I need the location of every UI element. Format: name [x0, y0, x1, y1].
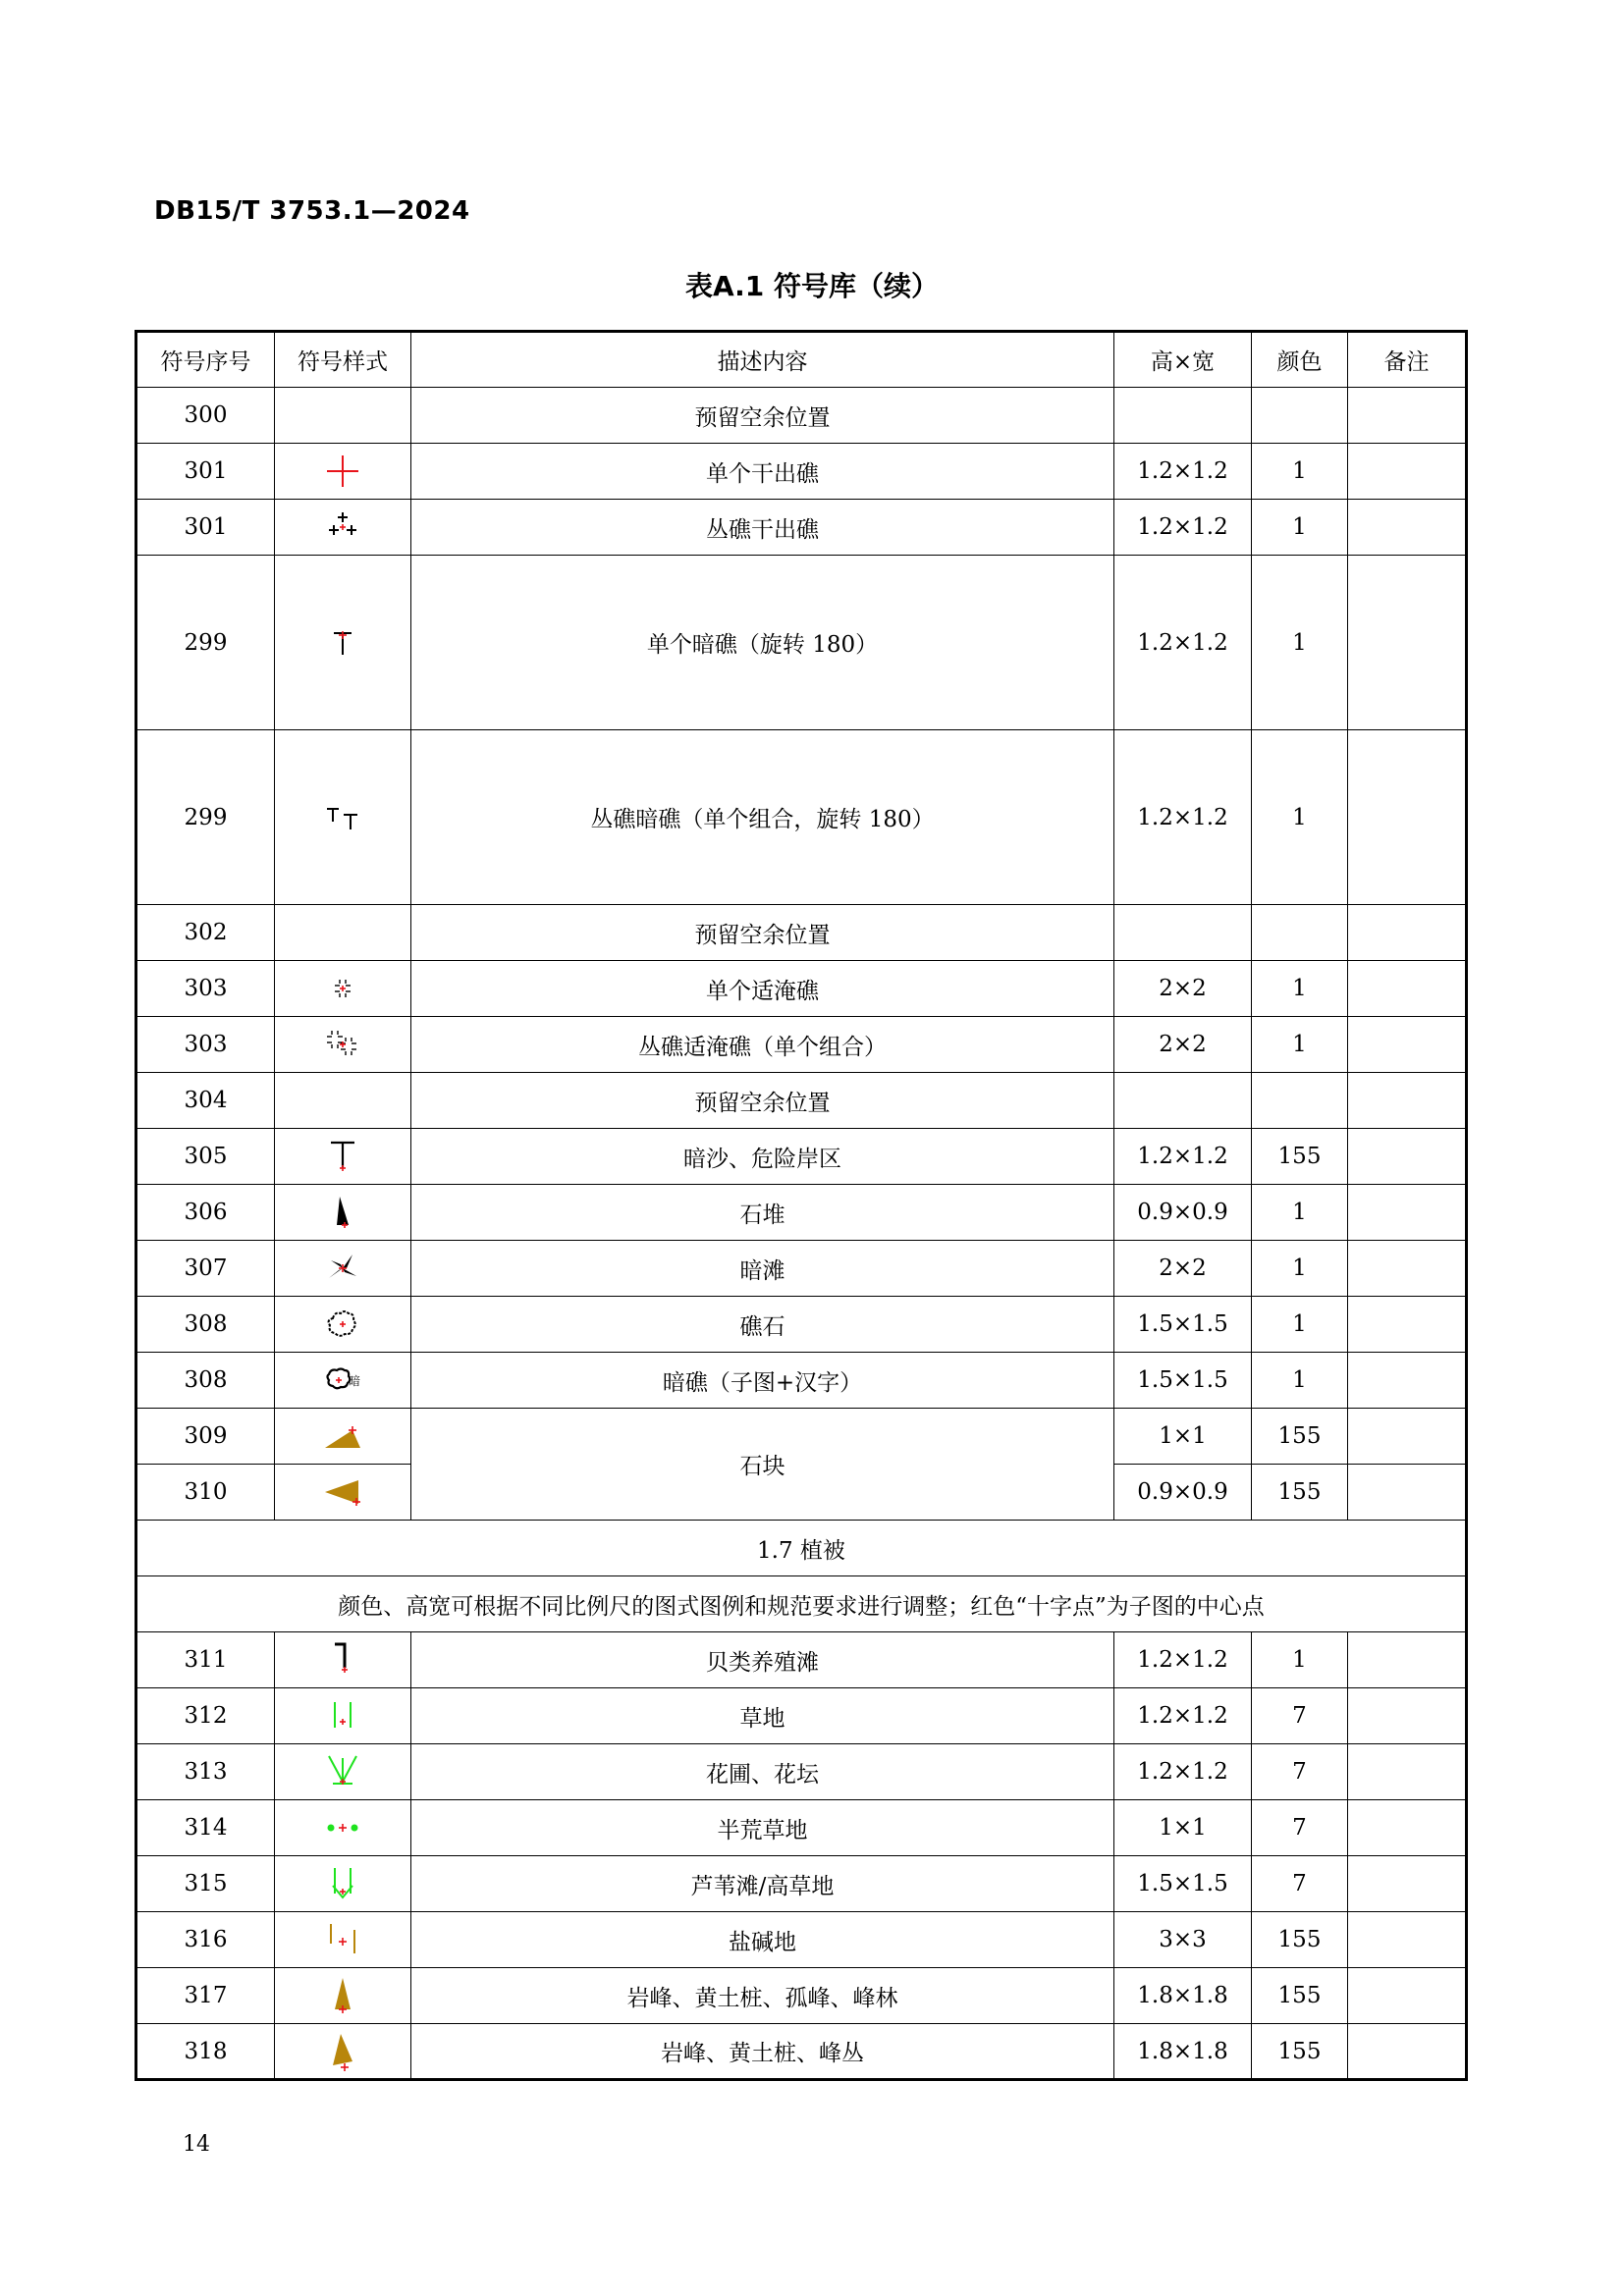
description-cell: 暗滩 — [411, 1241, 1114, 1297]
symbol-style-cell — [275, 1968, 411, 2024]
note-cell — [1348, 961, 1467, 1017]
symbol-style-cell — [275, 388, 411, 444]
description-cell: 丛礁暗礁（单个组合，旋转 180） — [411, 730, 1114, 905]
double-t-mark-icon — [275, 798, 410, 837]
double-hash-cross-icon — [275, 1025, 410, 1064]
size-cell: 1.2×1.2 — [1114, 1688, 1252, 1744]
description-cell: 暗沙、危险岸区 — [411, 1129, 1114, 1185]
section-note-row — [136, 1576, 1467, 1632]
note-cell — [1348, 1409, 1467, 1465]
symbol-number-cell: 308 — [136, 1297, 275, 1353]
description-cell: 石堆 — [411, 1185, 1114, 1241]
page-number: 14 — [183, 2132, 210, 2157]
symbol-number-cell: 309 — [136, 1409, 275, 1465]
description-cell: 预留空余位置 — [411, 1073, 1114, 1129]
rock-peak-icon — [275, 1976, 410, 2015]
note-cell — [1348, 1912, 1467, 1968]
description-cell: 草地 — [411, 1688, 1114, 1744]
color-cell: 1 — [1252, 556, 1348, 730]
shellfish-icon — [275, 1640, 410, 1680]
table-row — [136, 2024, 1467, 2080]
stone-block-up-icon — [275, 1416, 410, 1456]
color-cell: 155 — [1252, 2024, 1348, 2080]
table-row — [136, 1688, 1467, 1744]
note-cell — [1348, 1632, 1467, 1688]
symbol-number-cell: 305 — [136, 1129, 275, 1185]
description-cell: 单个适淹礁 — [411, 961, 1114, 1017]
symbol-number-cell: 303 — [136, 1017, 275, 1073]
symbol-number-cell: 299 — [136, 556, 275, 730]
color-cell: 1 — [1252, 1353, 1348, 1409]
size-cell: 1.5×1.5 — [1114, 1856, 1252, 1912]
size-cell: 1.5×1.5 — [1114, 1297, 1252, 1353]
note-cell — [1348, 556, 1467, 730]
symbol-style-cell — [275, 2024, 411, 2080]
symbol-style-cell — [275, 1129, 411, 1185]
color-cell: 1 — [1252, 1185, 1348, 1241]
symbol-style-cell — [275, 1856, 411, 1912]
description-cell: 丛礁干出礁 — [411, 500, 1114, 556]
size-cell: 1×1 — [1114, 1409, 1252, 1465]
table-row — [136, 1912, 1467, 1968]
section-note-cell: 颜色、高宽可根据不同比例尺的图式图例和规范要求进行调整；红色“十字点”为子图的中心点 — [136, 1576, 1467, 1632]
symbol-number-cell: 301 — [136, 444, 275, 500]
note-cell — [1348, 1968, 1467, 2024]
symbol-style-cell — [275, 961, 411, 1017]
col-header-no: 符号序号 — [136, 332, 275, 388]
symbol-number-cell: 301 — [136, 500, 275, 556]
symbol-number-cell: 315 — [136, 1856, 275, 1912]
size-cell: 1.5×1.5 — [1114, 1353, 1252, 1409]
note-cell — [1348, 500, 1467, 556]
table-row — [136, 500, 1467, 556]
size-cell: 1×1 — [1114, 1800, 1252, 1856]
note-cell — [1348, 1185, 1467, 1241]
size-cell: 1.2×1.2 — [1114, 500, 1252, 556]
size-cell: 1.8×1.8 — [1114, 1968, 1252, 2024]
description-cell: 单个暗礁（旋转 180） — [411, 556, 1114, 730]
size-cell: 2×2 — [1114, 961, 1252, 1017]
size-cell: 3×3 — [1114, 1912, 1252, 1968]
size-cell: 1.2×1.2 — [1114, 1744, 1252, 1800]
symbol-style-cell — [275, 1744, 411, 1800]
symbol-number-cell: 310 — [136, 1465, 275, 1521]
document-id: DB15/T 3753.1—2024 — [154, 196, 470, 226]
symbol-number-cell: 311 — [136, 1632, 275, 1688]
table-row — [136, 1129, 1467, 1185]
symbol-style-cell — [275, 1912, 411, 1968]
size-cell: 2×2 — [1114, 1241, 1252, 1297]
color-cell: 1 — [1252, 500, 1348, 556]
table-row — [136, 1632, 1467, 1688]
description-cell: 半荒草地 — [411, 1800, 1114, 1856]
symbol-number-cell: 314 — [136, 1800, 275, 1856]
color-cell: 155 — [1252, 1129, 1348, 1185]
color-cell: 1 — [1252, 1632, 1348, 1688]
reef-rock-text-icon — [275, 1361, 410, 1400]
symbol-style-cell — [275, 1185, 411, 1241]
note-cell — [1348, 1465, 1467, 1521]
symbol-style-cell — [275, 556, 411, 730]
symbol-number-cell: 304 — [136, 1073, 275, 1129]
color-cell: 7 — [1252, 1688, 1348, 1744]
note-cell — [1348, 1800, 1467, 1856]
reef-rock-icon — [275, 1305, 410, 1344]
size-cell: 1.2×1.2 — [1114, 1632, 1252, 1688]
size-cell: 1.2×1.2 — [1114, 444, 1252, 500]
description-cell: 贝类养殖滩 — [411, 1632, 1114, 1688]
saline-land-icon — [275, 1920, 410, 1959]
description-cell: 盐碱地 — [411, 1912, 1114, 1968]
description-cell: 岩峰、黄土桩、孤峰、峰林 — [411, 1968, 1114, 2024]
size-cell: 1.2×1.2 — [1114, 1129, 1252, 1185]
note-cell — [1348, 1353, 1467, 1409]
color-cell — [1252, 388, 1348, 444]
description-cell: 丛礁适淹礁（单个组合） — [411, 1017, 1114, 1073]
symbol-style-cell — [275, 1297, 411, 1353]
note-cell — [1348, 1129, 1467, 1185]
symbol-style-cell — [275, 1800, 411, 1856]
size-cell: 1.8×1.8 — [1114, 2024, 1252, 2080]
symbol-number-cell: 308 — [136, 1353, 275, 1409]
description-cell: 预留空余位置 — [411, 388, 1114, 444]
description-cell: 单个干出礁 — [411, 444, 1114, 500]
description-cell: 预留空余位置 — [411, 905, 1114, 961]
stone-block-left-icon — [275, 1472, 410, 1512]
size-cell — [1114, 388, 1252, 444]
table-row — [136, 961, 1467, 1017]
color-cell: 1 — [1252, 961, 1348, 1017]
table-row — [136, 905, 1467, 961]
table-row — [136, 1241, 1467, 1297]
size-cell: 2×2 — [1114, 1017, 1252, 1073]
size-cell — [1114, 1073, 1252, 1129]
symbol-number-cell: 299 — [136, 730, 275, 905]
table-row — [136, 1744, 1467, 1800]
grassland-icon — [275, 1696, 410, 1735]
note-cell — [1348, 1744, 1467, 1800]
size-cell: 1.2×1.2 — [1114, 730, 1252, 905]
hash-cross-icon — [275, 969, 410, 1008]
color-cell: 7 — [1252, 1800, 1348, 1856]
table-row — [136, 556, 1467, 730]
color-cell: 1 — [1252, 730, 1348, 905]
symbol-style-cell — [275, 1017, 411, 1073]
symbol-style-cell — [275, 1688, 411, 1744]
description-cell: 暗礁（子图+汉字） — [411, 1353, 1114, 1409]
note-cell — [1348, 1017, 1467, 1073]
symbol-number-cell: 307 — [136, 1241, 275, 1297]
symbol-number-cell: 317 — [136, 1968, 275, 2024]
symbol-style-cell — [275, 444, 411, 500]
table-row — [136, 1185, 1467, 1241]
reed-icon — [275, 1864, 410, 1903]
table-row — [136, 1856, 1467, 1912]
t-mark-icon — [275, 623, 410, 663]
table-caption: 表A.1 符号库（续） — [684, 270, 940, 302]
table-row — [136, 1800, 1467, 1856]
semi-wild-grass-icon — [275, 1808, 410, 1847]
note-cell — [1348, 2024, 1467, 2080]
color-cell — [1252, 1073, 1348, 1129]
size-cell — [1114, 905, 1252, 961]
symbol-style-cell — [275, 1353, 411, 1409]
note-cell — [1348, 1073, 1467, 1129]
note-cell — [1348, 1856, 1467, 1912]
color-cell: 1 — [1252, 1017, 1348, 1073]
color-cell: 7 — [1252, 1856, 1348, 1912]
section-title-row — [136, 1521, 1467, 1576]
symbol-number-cell: 316 — [136, 1912, 275, 1968]
symbol-style-cell — [275, 730, 411, 905]
table-row — [136, 1409, 1467, 1465]
col-header-desc: 描述内容 — [411, 332, 1114, 388]
description-cell: 芦苇滩/高草地 — [411, 1856, 1114, 1912]
symbol-number-cell: 303 — [136, 961, 275, 1017]
symbol-style-cell — [275, 500, 411, 556]
symbol-style-cell — [275, 1241, 411, 1297]
note-cell — [1348, 730, 1467, 905]
symbol-table — [135, 330, 1468, 2081]
note-cell — [1348, 444, 1467, 500]
symbol-style-cell — [275, 905, 411, 961]
table-row — [136, 388, 1467, 444]
icon-text: 暗 — [349, 1374, 361, 1388]
color-cell: 155 — [1252, 1912, 1348, 1968]
color-cell: 1 — [1252, 444, 1348, 500]
symbol-style-cell — [275, 1632, 411, 1688]
symbol-style-cell — [275, 1409, 411, 1465]
note-cell — [1348, 905, 1467, 961]
symbol-number-cell: 300 — [136, 388, 275, 444]
cluster-cross-icon — [275, 507, 410, 547]
color-cell: 1 — [1252, 1297, 1348, 1353]
symbol-style-cell — [275, 1073, 411, 1129]
rock-peak-cluster-icon — [275, 2032, 410, 2071]
table-row — [136, 1017, 1467, 1073]
symbol-style-cell — [275, 1465, 411, 1521]
col-header-note: 备注 — [1348, 332, 1467, 388]
flowerbed-icon — [275, 1752, 410, 1791]
symbol-number-cell: 313 — [136, 1744, 275, 1800]
col-header-color: 颜色 — [1252, 332, 1348, 388]
table-header-row — [136, 332, 1467, 388]
symbol-number-cell: 306 — [136, 1185, 275, 1241]
note-cell — [1348, 1241, 1467, 1297]
size-cell: 0.9×0.9 — [1114, 1465, 1252, 1521]
color-cell: 155 — [1252, 1968, 1348, 2024]
table-row — [136, 1073, 1467, 1129]
size-cell: 1.2×1.2 — [1114, 556, 1252, 730]
table-row — [136, 1297, 1467, 1353]
color-cell: 1 — [1252, 1241, 1348, 1297]
description-cell: 花圃、花坛 — [411, 1744, 1114, 1800]
description-cell: 礁石 — [411, 1297, 1114, 1353]
color-cell: 155 — [1252, 1465, 1348, 1521]
table-row — [136, 730, 1467, 905]
color-cell: 7 — [1252, 1744, 1348, 1800]
col-header-size: 高×宽 — [1114, 332, 1252, 388]
color-cell: 155 — [1252, 1409, 1348, 1465]
section-title-cell: 1.7 植被 — [136, 1521, 1467, 1576]
table-row — [136, 1353, 1467, 1409]
symbol-number-cell: 302 — [136, 905, 275, 961]
table-row — [136, 444, 1467, 500]
size-cell: 0.9×0.9 — [1114, 1185, 1252, 1241]
col-header-style: 符号样式 — [275, 332, 411, 388]
dark-sand-t-icon — [275, 1137, 410, 1176]
note-cell — [1348, 388, 1467, 444]
note-cell — [1348, 1688, 1467, 1744]
red-cross-icon — [275, 452, 410, 491]
symbol-number-cell: 318 — [136, 2024, 275, 2080]
note-cell — [1348, 1297, 1467, 1353]
description-cell: 石块 — [411, 1409, 1114, 1521]
color-cell — [1252, 905, 1348, 961]
table-row — [136, 1968, 1467, 2024]
pinwheel-icon — [275, 1249, 410, 1288]
description-cell: 岩峰、黄土桩、峰丛 — [411, 2024, 1114, 2080]
symbol-number-cell: 312 — [136, 1688, 275, 1744]
rock-pile-icon — [275, 1193, 410, 1232]
